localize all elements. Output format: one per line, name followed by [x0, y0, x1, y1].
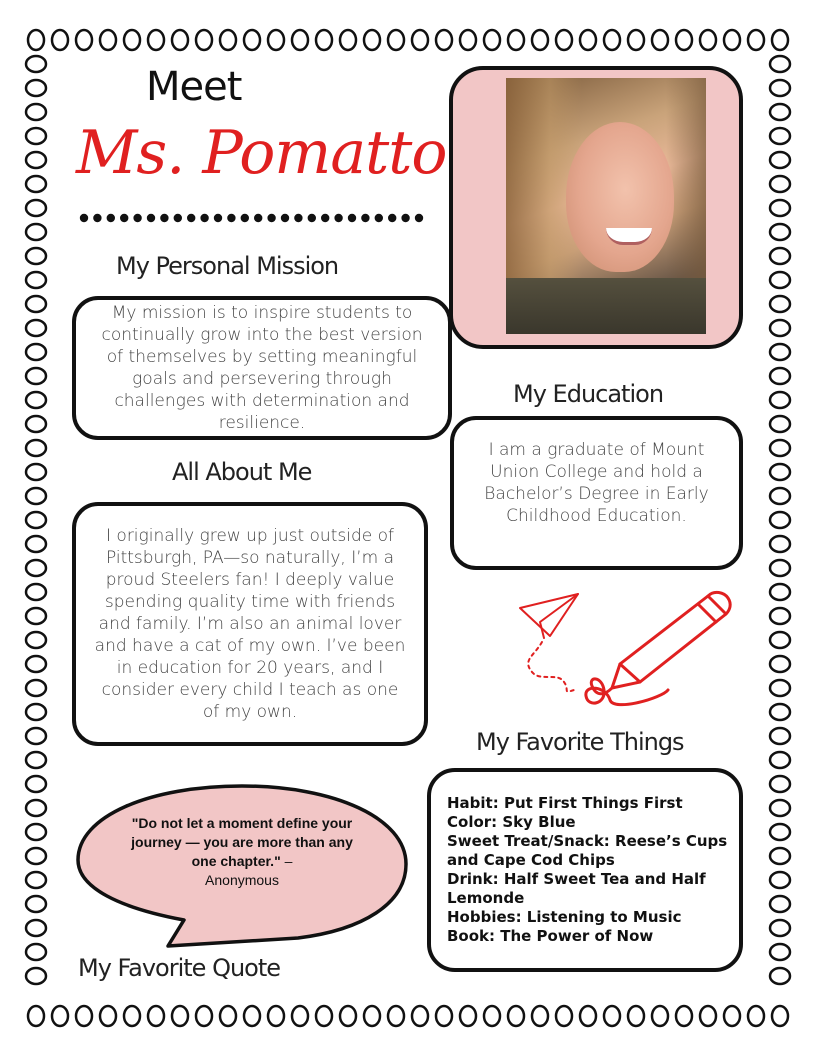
border-loop: [244, 30, 260, 50]
border-loop: [26, 704, 46, 720]
border-loop: [292, 1006, 308, 1026]
border-loop: [460, 30, 476, 50]
border-loop: [26, 680, 46, 696]
border-loop: [770, 248, 790, 264]
border-loop: [316, 1006, 332, 1026]
meet-title: Meet: [146, 64, 242, 110]
border-loop: [770, 392, 790, 408]
divider-dot: [401, 214, 409, 222]
border-loop: [26, 608, 46, 624]
border-loop: [28, 1006, 44, 1026]
border-loop: [220, 1006, 236, 1026]
border-loop: [770, 560, 790, 576]
border-loop: [26, 512, 46, 528]
border-loop: [770, 320, 790, 336]
border-loop: [26, 776, 46, 792]
divider-dot: [415, 214, 423, 222]
border-loop: [26, 464, 46, 480]
divider-dot: [200, 214, 208, 222]
favorite-hobbies: Hobbies: Listening to Music: [447, 908, 682, 926]
border-loop: [26, 488, 46, 504]
divider-dot: [308, 214, 316, 222]
divider-dot: [388, 214, 396, 222]
border-loop: [436, 30, 452, 50]
border-loop: [770, 536, 790, 552]
border-loop: [770, 896, 790, 912]
photo-shirt: [506, 278, 706, 334]
divider-dot: [241, 214, 249, 222]
border-loop: [148, 30, 164, 50]
border-loop: [770, 728, 790, 744]
border-loop: [652, 1006, 668, 1026]
border-loop: [316, 30, 332, 50]
border-loop: [26, 584, 46, 600]
divider-dot: [375, 214, 383, 222]
border-loop: [26, 224, 46, 240]
border-loop: [770, 632, 790, 648]
divider-dot: [120, 214, 128, 222]
border-loop: [748, 1006, 764, 1026]
border-loop: [436, 1006, 452, 1026]
border-loop: [770, 464, 790, 480]
quote-text-block: [128, 814, 356, 890]
divider-dot: [267, 214, 275, 222]
divider-dot: [254, 214, 262, 222]
border-loop: [556, 1006, 572, 1026]
border-loop: [26, 56, 46, 72]
border-loop: [532, 30, 548, 50]
border-loop: [26, 200, 46, 216]
border-loop: [220, 30, 236, 50]
favorites-box: [427, 768, 743, 972]
favorite-habit: Habit: Put First Things First: [447, 794, 683, 812]
divider-dot: [294, 214, 302, 222]
divider-dot: [147, 214, 155, 222]
border-loop: [124, 1006, 140, 1026]
border-loop: [460, 1006, 476, 1026]
border-loop: [770, 656, 790, 672]
border-loop: [770, 296, 790, 312]
border-loop: [770, 848, 790, 864]
border-loop: [364, 30, 380, 50]
border-loop: [604, 30, 620, 50]
border-loop: [26, 416, 46, 432]
border-loop: [26, 296, 46, 312]
border-loop: [770, 152, 790, 168]
border-loop: [26, 80, 46, 96]
border-loop: [26, 752, 46, 768]
border-loop: [76, 30, 92, 50]
border-loop: [26, 824, 46, 840]
border-loop: [52, 1006, 68, 1026]
divider-dot: [227, 214, 235, 222]
border-loop: [724, 30, 740, 50]
divider-dot: [361, 214, 369, 222]
border-loop: [268, 30, 284, 50]
border-loop: [770, 824, 790, 840]
border-loop: [412, 30, 428, 50]
divider-dot: [174, 214, 182, 222]
border-loop: [26, 848, 46, 864]
education-heading: My Education: [513, 380, 664, 408]
border-loop: [26, 368, 46, 384]
teacher-name: Ms. Pomatto: [76, 118, 447, 188]
mission-heading: My Personal Mission: [116, 252, 339, 280]
border-loop: [388, 1006, 404, 1026]
divider-dot: [348, 214, 356, 222]
border-loop: [484, 30, 500, 50]
favorite-book: Book: The Power of Now: [447, 927, 654, 945]
border-loop: [676, 30, 692, 50]
border-loop: [770, 104, 790, 120]
border-loop: [26, 632, 46, 648]
border-loop: [724, 1006, 740, 1026]
about-heading: All About Me: [172, 458, 312, 486]
border-loop: [196, 30, 212, 50]
favorite-snack: Sweet Treat/Snack: Reese’s Cups and Cape Cod Chips: [447, 832, 728, 869]
favorites-heading: My Favorite Things: [476, 728, 684, 756]
border-loop: [772, 1006, 788, 1026]
favorite-drink: Drink: Half Sweet Tea and Half Lemonde: [447, 870, 706, 907]
border-loop: [26, 344, 46, 360]
border-loop: [770, 128, 790, 144]
paper-plane-pencil-icon: [512, 586, 738, 718]
teacher-photo: [506, 78, 706, 334]
education-text: I am a graduate of Mount Union College and hold a Bachelor’s Degree in Early Childhood Education.: [484, 440, 709, 526]
divider-dot: [321, 214, 329, 222]
border-loop: [770, 512, 790, 528]
border-loop: [26, 128, 46, 144]
border-loop: [124, 30, 140, 50]
border-loop: [770, 344, 790, 360]
border-loop: [770, 80, 790, 96]
dotted-divider: [78, 212, 426, 224]
about-box: [72, 502, 428, 746]
border-loop: [26, 536, 46, 552]
education-box: [450, 416, 743, 570]
border-loop: [580, 1006, 596, 1026]
border-loop: [700, 1006, 716, 1026]
quote-text: "Do not let a moment define your journey — you are more than any one chapter.": [131, 815, 353, 869]
divider-dot: [93, 214, 101, 222]
border-loop: [28, 30, 44, 50]
border-loop: [412, 1006, 428, 1026]
border-loop: [580, 30, 596, 50]
divider-dot: [214, 214, 222, 222]
border-loop: [508, 30, 524, 50]
border-loop: [26, 944, 46, 960]
border-loop: [770, 800, 790, 816]
border-loop: [770, 776, 790, 792]
border-loop: [388, 30, 404, 50]
border-loop: [770, 200, 790, 216]
photo-face: [566, 122, 674, 272]
border-loop: [26, 968, 46, 984]
border-loop: [484, 1006, 500, 1026]
border-loop: [340, 1006, 356, 1026]
border-loop: [76, 1006, 92, 1026]
divider-dot: [133, 214, 141, 222]
border-loop: [770, 944, 790, 960]
border-loop: [770, 440, 790, 456]
border-loop: [26, 320, 46, 336]
divider-dot: [107, 214, 115, 222]
border-loop: [770, 368, 790, 384]
divider-dot: [334, 214, 342, 222]
border-loop: [628, 1006, 644, 1026]
border-loop: [770, 272, 790, 288]
border-loop: [770, 680, 790, 696]
border-loop: [770, 224, 790, 240]
quote-dash: –: [280, 853, 293, 869]
border-loop: [770, 584, 790, 600]
border-loop: [604, 1006, 620, 1026]
border-loop: [628, 30, 644, 50]
border-loop: [770, 872, 790, 888]
border-loop: [52, 30, 68, 50]
border-loop: [26, 152, 46, 168]
quote-author: Anonymous: [205, 872, 279, 888]
border-loop: [26, 176, 46, 192]
about-text: I originally grew up just outside of Pittsburgh, PA—so naturally, I’m a proud Steelers fan! I deeply value spending quality time with friends and family. I’m also an animal lover and have a cat of my own. I’ve been in education for 20 years, and I consider every child I teach as one of my own.: [94, 526, 406, 722]
border-loop: [770, 752, 790, 768]
border-loop: [268, 1006, 284, 1026]
border-loop: [26, 560, 46, 576]
border-loop: [26, 440, 46, 456]
divider-dot: [160, 214, 168, 222]
mission-text: My mission is to inspire students to continually grow into the best version of themselves by setting meaningful goals and persevering through challenges with determination and resilience.: [101, 303, 423, 433]
border-loop: [676, 1006, 692, 1026]
border-loop: [26, 656, 46, 672]
border-loop: [340, 30, 356, 50]
border-loop: [772, 30, 788, 50]
border-loop: [770, 416, 790, 432]
border-loop: [26, 728, 46, 744]
favorite-color: Color: Sky Blue: [447, 813, 576, 831]
border-loop: [196, 1006, 212, 1026]
border-loop: [26, 872, 46, 888]
border-loop: [26, 896, 46, 912]
border-loop: [770, 920, 790, 936]
border-loop: [770, 56, 790, 72]
border-loop: [770, 488, 790, 504]
border-loop: [172, 30, 188, 50]
border-loop: [26, 800, 46, 816]
divider-dot: [281, 214, 289, 222]
divider-dot: [80, 214, 88, 222]
border-loop: [508, 1006, 524, 1026]
quote-heading: My Favorite Quote: [78, 954, 281, 982]
border-loop: [652, 30, 668, 50]
border-loop: [26, 920, 46, 936]
border-loop: [556, 30, 572, 50]
border-loop: [148, 1006, 164, 1026]
border-loop: [748, 30, 764, 50]
border-loop: [770, 704, 790, 720]
border-loop: [26, 392, 46, 408]
border-loop: [770, 608, 790, 624]
mission-box: [72, 296, 452, 440]
border-loop: [364, 1006, 380, 1026]
border-loop: [770, 176, 790, 192]
border-loop: [172, 1006, 188, 1026]
border-loop: [770, 968, 790, 984]
border-loop: [700, 30, 716, 50]
border-loop: [100, 30, 116, 50]
border-loop: [532, 1006, 548, 1026]
divider-dot: [187, 214, 195, 222]
border-loop: [26, 104, 46, 120]
border-loop: [244, 1006, 260, 1026]
border-loop: [26, 248, 46, 264]
border-loop: [26, 272, 46, 288]
border-loop: [100, 1006, 116, 1026]
border-loop: [292, 30, 308, 50]
